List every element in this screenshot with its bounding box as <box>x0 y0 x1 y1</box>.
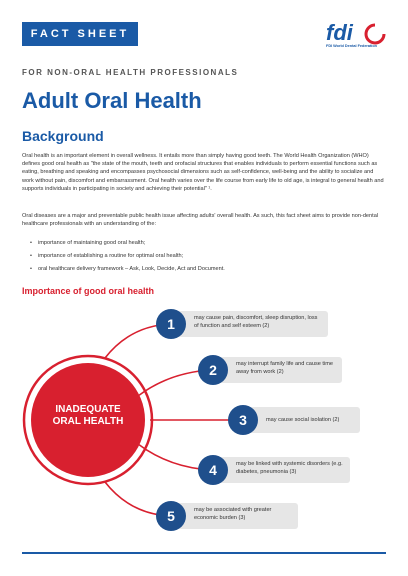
impact-box-2: may interrupt family life and cause time away from work (2) <box>220 357 342 383</box>
impact-number-2: 2 <box>198 355 228 385</box>
logo-text: fdi <box>326 20 353 45</box>
fact-sheet-banner: FACT SHEET <box>22 22 138 46</box>
aims-list <box>30 237 390 276</box>
impact-box-3: may cause social isolation (2) <box>250 407 360 433</box>
center-label-line-1: INADEQUATE <box>55 404 121 415</box>
fdi-logo <box>326 22 388 50</box>
page-title: Adult Oral Health <box>22 88 202 113</box>
impact-box-1: may cause pain, discomfort, sleep disruption, loss of function and self esteem (2) <box>178 311 328 337</box>
importance-heading: Importance of good oral health <box>22 286 155 296</box>
background-paragraph-2: Oral diseases are a major and preventable public health issue affecting adults' overall health. As such, this fact sheet aims to provide non-dental healthcare professionals with an understanding of the: <box>22 213 379 228</box>
impact-number-3: 3 <box>228 405 258 435</box>
list-item: • oral healthcare delivery framework – Ask, Look, Decide, Act and Document. <box>30 263 390 276</box>
impact-number-1: 1 <box>156 309 186 339</box>
logo-swoosh-icon <box>364 23 386 45</box>
background-paragraph-1: Oral health is an important element in overall wellness. It entails more than simply having good teeth. The World Health Organization (WHO) defines good oral health as "the state of the mouth, teeth and orofacial structures that enables individuals to perform essential functions such as eating, breathing and speaking and encompasses psychosocial dimensions such as self-confidence, well-being and the ability to socialize and work without pain, discomfort and embarrassment. Oral health varies over the life course from early life to old age, is integral to general health and supports individuals in participating in society and achieving their potential" ¹. <box>22 153 384 192</box>
list-item: • importance of establishing a routine for optimal oral health; <box>30 250 390 263</box>
footer-divider <box>22 552 386 554</box>
impact-number-5: 5 <box>156 501 186 531</box>
impact-box-4: may be linked with systemic disorders (e.g. diabetes, pneumonia (3) <box>220 457 350 483</box>
center-label-line-2: ORAL HEALTH <box>52 416 124 427</box>
impact-box-5: may be associated with greater economic burden (3) <box>178 503 298 529</box>
impact-number-4: 4 <box>198 455 228 485</box>
logo-subtitle: FDI World Dental Federation <box>326 44 377 48</box>
list-item: • importance of maintaining good oral health; <box>30 237 390 250</box>
audience-kicker: FOR NON-ORAL HEALTH PROFESSIONALS <box>22 68 239 77</box>
center-label <box>38 404 138 428</box>
background-heading: Background <box>22 128 104 144</box>
